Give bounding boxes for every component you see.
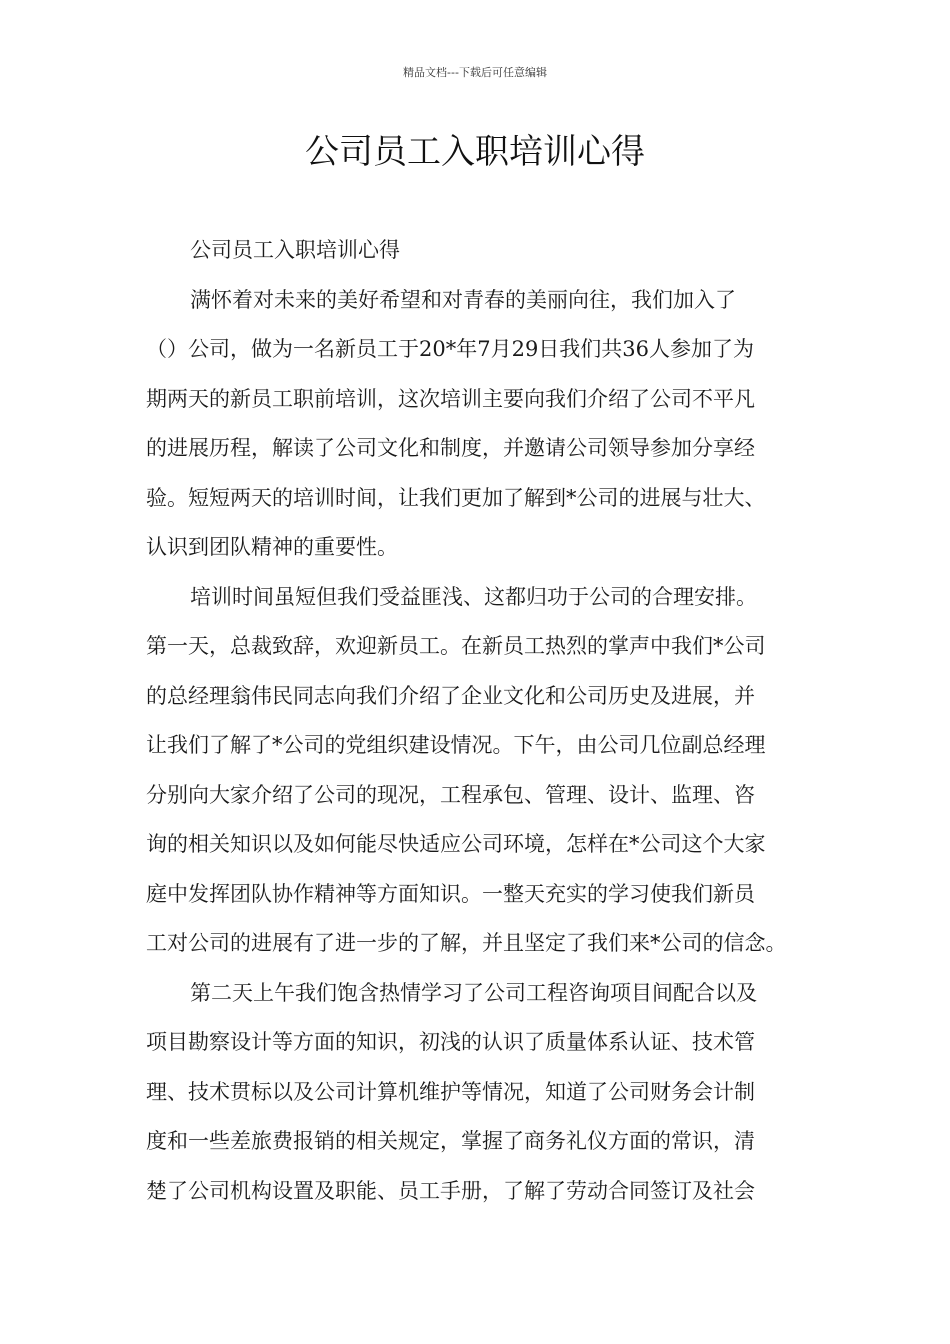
body-line: 询的相关知识以及如何能尽快适应公司环境，怎样在*公司这个大家 bbox=[146, 832, 766, 856]
body-line: 的进展历程，解读了公司文化和制度，并邀请公司领导参加分享经 bbox=[146, 436, 755, 460]
body-line: 楚了公司机构设置及职能、员工手册，了解了劳动合同签订及社会 bbox=[146, 1178, 755, 1203]
document-body bbox=[146, 226, 806, 1216]
body-line: 工对公司的进展有了进一步的了解，并且坚定了我们来*公司的信念。 bbox=[146, 931, 787, 955]
body-line: 度和一些差旅费报销的相关规定，掌握了商务礼仪方面的常识，清 bbox=[146, 1129, 755, 1153]
body-line: 验。短短两天的培训时间，让我们更加了解到*公司的进展与壮大、 bbox=[146, 485, 766, 510]
body-line: （）公司，做为一名新员工于20*年7月29日我们共36人参加了为 bbox=[146, 337, 755, 361]
body-line: 理、技术贯标以及公司计算机维护等情况，知道了公司财务会计制 bbox=[146, 1079, 755, 1104]
body-line: 项目勘察设计等方面的知识，初浅的认识了质量体系认证、技术管 bbox=[146, 1030, 755, 1054]
page-header: 精品文档---下载后可任意编辑 bbox=[403, 66, 547, 79]
body-line: 满怀着对未来的美好希望和对青春的美丽向往，我们加入了 bbox=[190, 287, 736, 312]
body-line: 让我们了解了*公司的党组织建设情况。下午，由公司几位副总经理 bbox=[146, 733, 766, 757]
body-line: 培训时间虽短但我们受益匪浅、这都归功于公司的合理安排。 bbox=[190, 584, 757, 609]
document-title: 公司员工入职培训心得 bbox=[305, 132, 645, 172]
body-line: 期两天的新员工职前培训，这次培训主要向我们介绍了公司不平凡 bbox=[146, 386, 755, 411]
body-line: 的总经理翁伟民同志向我们介绍了企业文化和公司历史及进展，并 bbox=[146, 683, 755, 708]
body-line: 第一天，总裁致辞，欢迎新员工。在新员工热烈的掌声中我们*公司 bbox=[146, 634, 766, 658]
body-line: 第二天上午我们饱含热情学习了公司工程咨询项目间配合以及 bbox=[190, 980, 757, 1005]
body-line: 公司员工入职培训心得 bbox=[190, 238, 400, 262]
body-line: 分别向大家介绍了公司的现况，工程承包、管理、设计、监理、咨 bbox=[146, 782, 755, 807]
body-line: 认识到团队精神的重要性。 bbox=[146, 535, 398, 559]
body-line: 庭中发挥团队协作精神等方面知识。一整天充实的学习使我们新员 bbox=[146, 881, 755, 906]
